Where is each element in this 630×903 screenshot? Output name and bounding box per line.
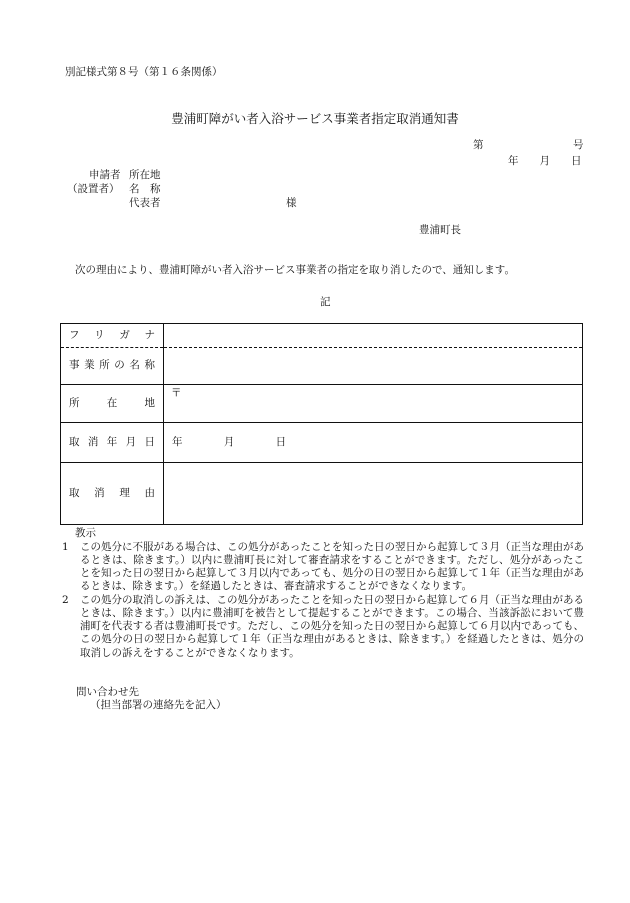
zip-mark: 〒 [171,387,182,399]
table-row-cancel-reason [61,463,583,525]
location-label-cell [61,385,164,423]
notes-title: 教示 [75,527,96,539]
location-label: 所 在 地 [69,396,155,409]
office-name-label: 事 業 所 の 名 称 [69,359,155,372]
table-row-office-name [61,348,583,385]
note-number: 1 [62,541,69,553]
cancel-reason-label-cell [61,463,164,525]
office-name-value-cell [164,348,583,385]
name-label: 名 称 [129,183,161,195]
number-suffix: 号 [573,139,584,151]
address-label: 所在地 [129,169,161,181]
table-row-location [61,385,583,423]
cancel-reason-label: 取 消 理 由 [69,486,155,499]
cancel-date-value: 年 月 日 [164,423,583,463]
applicant-label: 申請者 [89,169,121,181]
table-row-furigana [61,324,583,348]
document-title: 豊浦町障がい者入浴サービス事業者指定取消通知書 [171,111,459,126]
location-value-cell [164,385,583,423]
note-item-2 [62,594,584,660]
note-item-1 [62,541,584,594]
representative-label: 代表者 [129,197,161,209]
cancellation-table [60,323,583,525]
note-number: 2 [62,594,69,606]
furigana-label-cell [61,324,164,348]
contact-label: 問い合わせ先 [76,686,139,698]
number-prefix: 第 [473,139,484,151]
furigana-value-cell [164,324,583,348]
table-row-cancel-date [61,423,583,463]
note-text: この処分に不服がある場合は、この処分があったことを知った日の翌日から起算して３月（正当な理由があるときは、除きます。）以内に豊浦町長に対して審査請求をすることができます。ただし、処分があったことを知った日の翌日から起算して３月以内であっても、処分の日の翌日から起算して１年（正当な理由があるときは、除きます。）を経過したときは、審査請求することができなくなります。 [80,541,584,593]
issue-date: 年 月 日 [508,155,582,167]
cancel-date-label: 取 消 年 月 日 [69,435,155,448]
cancel-reason-value-cell [164,463,583,525]
setter-label: （設置者） [67,183,120,195]
ki-heading: 記 [320,296,331,308]
office-name-label-cell [61,348,164,385]
issuer: 豊浦町長 [419,224,461,236]
form-number: 別記様式第８号（第１６条関係） [65,66,223,78]
contact-note: （担当部署の連絡先を記入） [90,699,227,711]
honorific: 様 [286,197,297,209]
note-text: この処分の取消しの訴えは、この処分があったことを知った日の翌日から起算して６月（正当な理由があるときは、除きます。）以内に豊浦町を被告として提起することができます。この場合、当該訴訟において豊浦町を代表する者は豊浦町長です。ただし、この処分を知った日の翌日から起算して６月以内であっても、この処分の日の翌日から起算して１年（正当な理由があるときは、除きます。）を経過したときは、処分の取消しの訴えをすることができなくなります。 [80,594,584,659]
body-text: 次の理由により、豊浦町障がい者入浴サービス事業者の指定を取り消したので、通知します。 [75,264,515,276]
furigana-label: フ リ ガ ナ [69,328,155,341]
cancel-date-label-cell [61,423,164,463]
